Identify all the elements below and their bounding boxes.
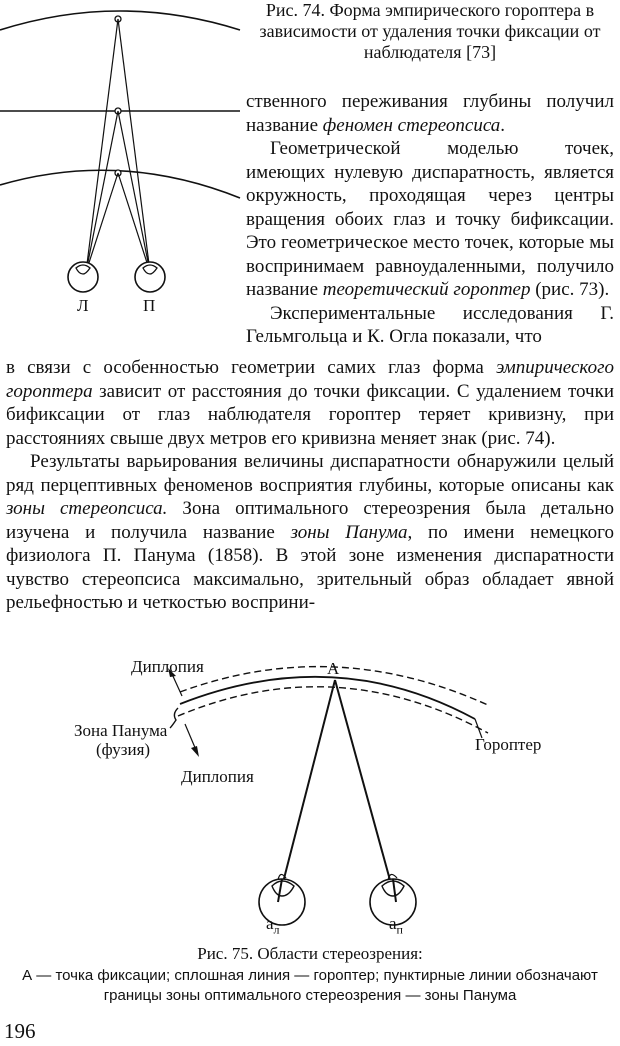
figure-74-diagram xyxy=(0,0,240,320)
left-eye-label: Л xyxy=(77,296,89,315)
term-empirical-horopter: эмпирического гороптера xyxy=(6,357,614,402)
left-eye-icon xyxy=(68,262,98,292)
figure-75-caption-body: А — точка фиксации; сплошная линия — гороптер; пунктирные линии обозначают границы зоны оптимального стереозрения — зоны Панума xyxy=(22,967,598,1004)
paragraph-3-continuation: в связи с особенностью геометрии самих глаз форма эмпирического гороптера зависит от расстояния до точки фиксации. С удалением точки бификсации от глаз наблюдателя гороптер теряет кривизну, при расстояниях свыше двух метров его кривизна меняет знак (рис. 74). xyxy=(6,357,614,449)
fixation-point-label: А xyxy=(327,659,340,678)
fusion-label: (фузия) xyxy=(96,740,151,759)
term-theoretical-horopter: теоретический гороптер xyxy=(322,279,531,300)
right-eye-icon xyxy=(135,262,165,292)
paragraph-1: ственного переживания глубины получил название феномен стереопсиса. xyxy=(246,91,614,136)
paragraph-2: Геометрической моделью точек, имеющих нулевую диспаратность, является окружность, проходящая через центры вращения обоих глаз и точку бификсации. Это геометрическое место точек, которые мы воспринимаем равноудаленными, получило название теоретический гороптер (рис. 73). xyxy=(246,138,614,300)
panum-zone-label: Зона Панума xyxy=(74,721,168,740)
diplopia-bottom-label: Диплопия xyxy=(181,767,254,786)
paragraph-3-start: Экспериментальные исследования Г. Гельмгольца и К. Огла показали, что xyxy=(246,302,614,347)
figure-74-caption: Рис. 74. Форма эмпирического гороптера в зависимости от удаления точки фиксации от наблюдателя [73] xyxy=(259,0,601,62)
full-width-text xyxy=(6,356,614,615)
figure-75-caption-title: Рис. 75. Области стереозрения: xyxy=(197,944,423,963)
right-column-text xyxy=(246,90,614,349)
term-stereopsis: феномен стереопсиса xyxy=(322,114,501,136)
term-panum-zone: зоны Панума xyxy=(290,521,408,543)
panum-zone-bracket xyxy=(170,708,178,728)
figure-75-diagram xyxy=(0,640,620,940)
paragraph-4: Результаты варьирования величины диспаратности обнаружили целый ряд перцептивных феноменов восприятия глубины, которые описаны как зоны стереопсиса. Зона оптимального стереозрения была детально изучена и получила название зоны Панума, по имени немецкого физиолога П. Панума (1858). В этой зоне изменения диспаратности чувство стереопсиса максимально, зрительный образ обладает явной рельефностью и четкостью восприни- xyxy=(6,451,614,613)
right-eye-fig75-label: $а_п$ xyxy=(389,914,403,937)
page-number: 196 xyxy=(4,1019,36,1043)
diplopia-top-label: Диплопия xyxy=(131,657,204,676)
right-eye-label: П xyxy=(143,296,156,315)
panum-boundary-inner xyxy=(178,687,488,733)
horopter-label: Гороптер xyxy=(475,735,542,754)
term-stereopsis-zones: зоны стереопсиса. xyxy=(6,498,168,519)
left-eye-fig75-label: $а_л$ xyxy=(266,914,280,937)
